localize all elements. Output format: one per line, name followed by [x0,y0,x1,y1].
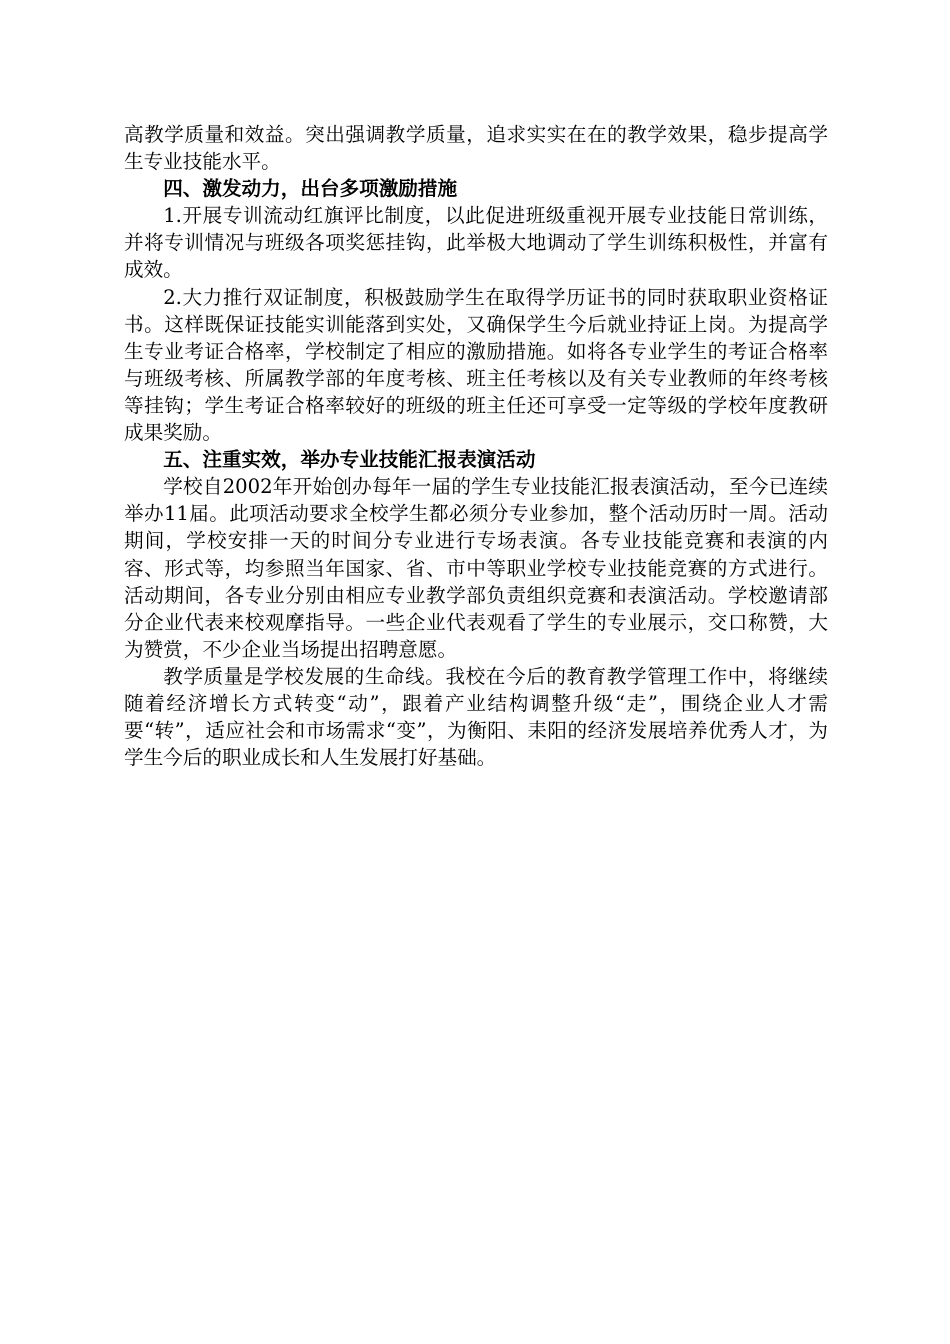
paragraph-item-1: 1.开展专训流动红旗评比制度，以此促进班级重视开展专业技能日常训练，并将专训情况与班级各项奖惩挂钩，此举极大地调动了学生训练积极性，并富有成效。 [124,204,828,282]
section-heading-4: 四、激发动力，出台多项激励措施 [163,177,458,201]
section-heading-5: 五、注重实效，举办专业技能汇报表演活动 [163,448,536,472]
paragraph-item-2: 2.大力推行双证制度，积极鼓励学生在取得学历证书的同时获取职业资格证书。这样既保证技能实训能落到实处，又确保学生今后就业持证上岗。为提高学生专业考证合格率，学校制定了相应的激励措施。如将各专业学生的考证合格率与班级考核、所属教学部的年度考核、班主任考核以及有关专业教师的年终考核等挂钩；学生考证合格率较好的班级的班主任还可享受一定等级的学校年度教研成果奖励。 [124,285,828,445]
document-body [124,121,828,771]
paragraph-section-5: 学校自2002年开始创办每年一届的学生专业技能汇报表演活动，至今已连续举办11届。此项活动要求全校学生都必须分专业参加，整个活动历时一周。活动期间，学校安排一天的时间分专业进行专场表演。各专业技能竞赛和表演的内容、形式等，均参照当年国家、省、市中等职业学校专业技能竞赛的方式进行。活动期间，各专业分别由相应专业教学部负责组织竞赛和表演活动。学校邀请部分企业代表来校观摩指导。一些企业代表观看了学生的专业展示，交口称赞，大为赞赏，不少企业当场提出招聘意愿。 [124,475,828,661]
paragraph-conclusion: 教学质量是学校发展的生命线。我校在今后的教育教学管理工作中，将继续随着经济增长方式转变“动”，跟着产业结构调整升级“走”，围绕企业人才需要“转”，适应社会和市场需求“变”，为衡阳、耒阳的经济发展培养优秀人才，为学生今后的职业成长和人生发展打好基础。 [124,664,828,770]
paragraph-continued: 高教学质量和效益。突出强调教学质量，追求实实在在的教学效果，稳步提高学生专业技能水平。 [124,123,828,174]
